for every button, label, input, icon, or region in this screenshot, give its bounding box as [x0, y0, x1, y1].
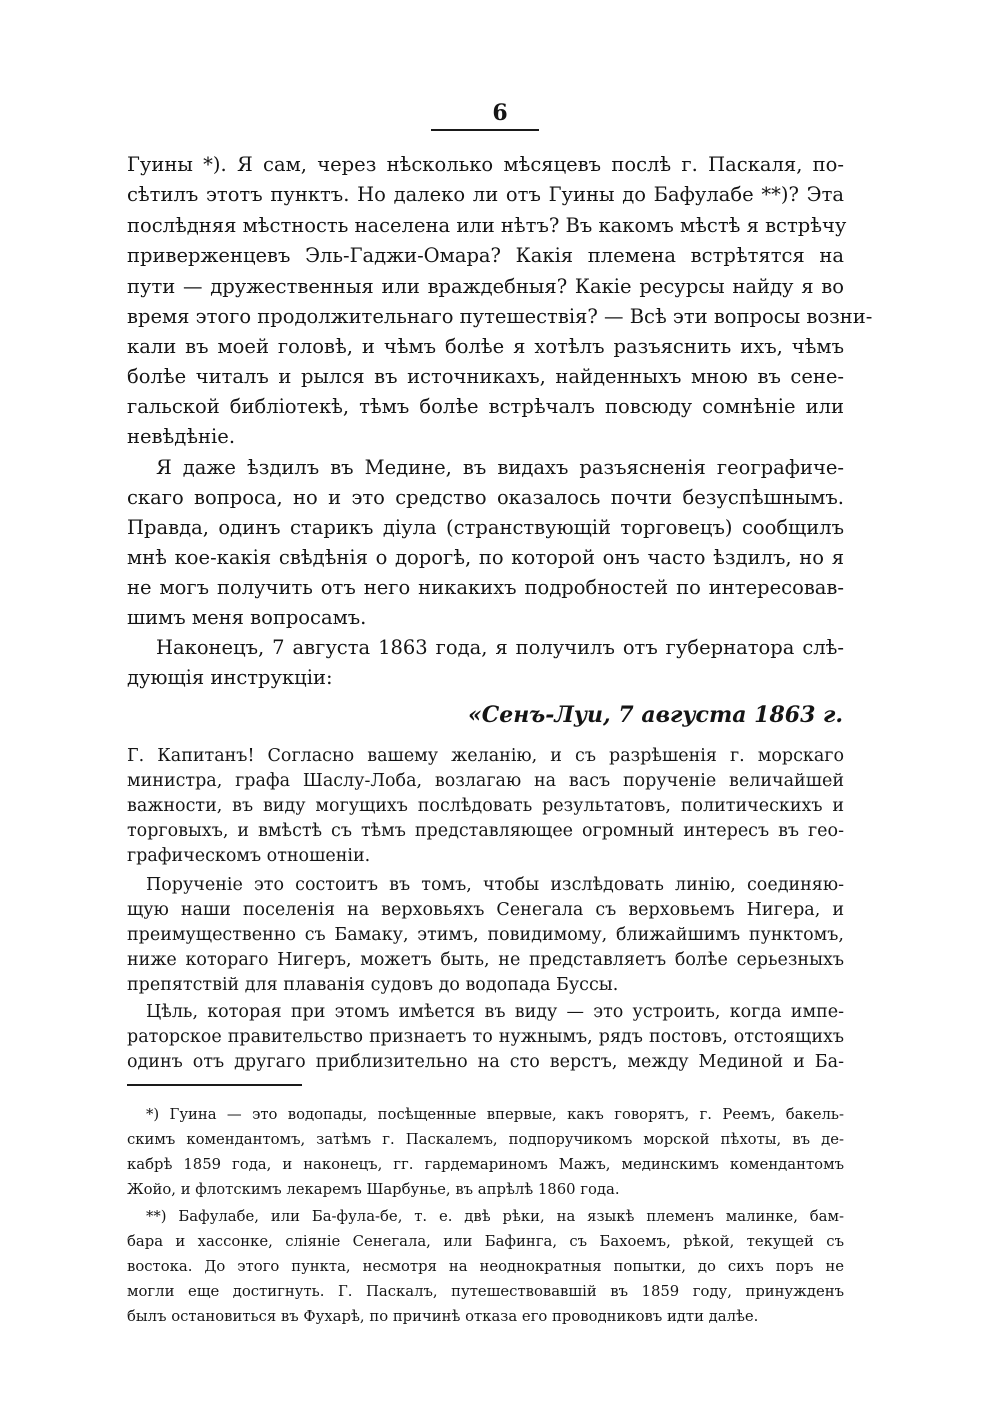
- letter-line: Г. Капитанъ! Согласно вашему желанію, и съ разрѣшенія г. морскаго: [127, 746, 844, 766]
- body-line: болѣе читалъ и рылся въ источникахъ, найденныхъ мною въ сене-: [127, 365, 844, 388]
- body-line: сѣтилъ этотъ пунктъ. Но далеко ли отъ Гуины до Бафулабе **)? Эта: [127, 183, 844, 206]
- body-line: мнѣ кое-какія свѣдѣнія о дорогѣ, по которой онъ часто ѣздилъ, но я: [127, 546, 844, 569]
- page-number: 6: [492, 100, 508, 126]
- footnote-line: востока. До этого пункта, несмотря на неоднократныя попытки, до сихъ поръ не: [127, 1258, 844, 1275]
- body-line: время этого продолжительнаго путешествія? — Всѣ эти вопросы возни-: [127, 305, 873, 328]
- body-line: приверженцевъ Эль-Гаджи-Омара? Какія племена встрѣтятся на: [127, 244, 844, 267]
- footnote-line: бара и хассонке, сліяніе Сенегала, или Бафинга, съ Бахоемъ, рѣкой, текущей съ: [127, 1233, 844, 1250]
- footnote-line: былъ остановиться въ Фухарѣ, по причинѣ отказа его проводниковъ идти далѣе.: [127, 1308, 759, 1325]
- letter-line: преимущественно съ Бамаку, этимъ, повидимому, ближайшимъ пунктомъ,: [127, 925, 844, 945]
- letter-line: ниже котораго Нигеръ, можетъ быть, не представляетъ болѣе серьезныхъ: [127, 950, 844, 970]
- footnote-line: *) Гуина — это водопады, посѣщенные впервые, какъ говорятъ, г. Реемъ, бакель-: [146, 1106, 844, 1123]
- body-line: не могъ получить отъ него никакихъ подробностей по интересовав-: [127, 576, 844, 599]
- header-rule: [431, 129, 539, 131]
- letter-line: Цѣль, которая при этомъ имѣется въ виду — это устроить, когда импе-: [146, 1002, 844, 1022]
- letter-line: раторское правительство признаетъ то нужнымъ, рядъ постовъ, отстоящихъ: [127, 1027, 844, 1047]
- footnote-line: скимъ комендантомъ, затѣмъ г. Паскалемъ, подпоручикомъ морской пѣхоты, въ де-: [127, 1131, 844, 1148]
- letter-line: одинъ отъ другаго приблизительно на сто верстъ, между Мединой и Ба-: [127, 1052, 844, 1072]
- body-line: пути — дружественныя или враждебныя? Какіе ресурсы найду я во: [127, 275, 844, 298]
- body-line: кали въ моей головѣ, и чѣмъ болѣе я хотѣлъ разъяснить ихъ, чѣмъ: [127, 335, 844, 358]
- body-line: Наконецъ, 7 августа 1863 года, я получилъ отъ губернатора слѣ-: [156, 636, 844, 659]
- letter-dateline: «Сенъ-Луи, 7 августа 1863 г.: [468, 702, 844, 728]
- footnote-line: кабрѣ 1859 года, и наконецъ, гг. гардемариномъ Мажъ, мединскимъ комендантомъ: [127, 1156, 844, 1173]
- body-line: Я даже ѣздилъ въ Медине, въ видахъ разъясненія географиче-: [156, 456, 844, 479]
- body-line: скаго вопроса, но и это средство оказалось почти безуспѣшнымъ.: [127, 486, 844, 509]
- body-line: дующія инструкціи:: [127, 666, 333, 689]
- letter-line: важности, въ виду могущихъ послѣдовать результатовъ, политическихъ и: [127, 796, 844, 816]
- footnote-line: Жойо, и флотскимъ лекаремъ Шарбунье, въ апрѣлѣ 1860 года.: [127, 1181, 620, 1198]
- letter-line: графическомъ отношеніи.: [127, 846, 371, 866]
- body-line: Гуины *). Я сам, через нѣсколько мѣсяцевъ послѣ г. Паскаля, по-: [127, 153, 844, 176]
- body-line: шимъ меня вопросамъ.: [127, 606, 367, 629]
- letter-line: щую наши поселенія на верховьяхъ Сенегала съ верховьемъ Нигера, и: [127, 900, 844, 920]
- body-line: послѣдняя мѣстность населена или нѣтъ? Въ какомъ мѣстѣ я встрѣчу: [127, 214, 847, 237]
- footnote-line: **) Бафулабе, или Ба-фула-бе, т. е. двѣ рѣки, на языкѣ племенъ малинке, бам-: [146, 1208, 844, 1225]
- letter-line: торговыхъ, и вмѣстѣ съ тѣмъ представляющее огромный интересъ въ гео-: [127, 821, 844, 841]
- letter-line: препятствій для плаванія судовъ до водопада Буссы.: [127, 975, 619, 995]
- body-line: невѣдѣніе.: [127, 425, 236, 448]
- footnote-line: могли еще достигнуть. Г. Паскалъ, путешествовавшій въ 1859 году, принужденъ: [127, 1283, 844, 1300]
- body-line: Правда, одинъ старикъ діула (странствующій торговецъ) сообщилъ: [127, 516, 844, 539]
- body-line: гальской библіотекѣ, тѣмъ болѣе встрѣчалъ повсюду сомнѣніе или: [127, 395, 844, 418]
- letter-line: министра, графа Шаслу-Лоба, возлагаю на васъ порученіе величайшей: [127, 771, 844, 791]
- letter-line: Порученіе это состоитъ въ томъ, чтобы изслѣдовать линію, соединяю-: [146, 875, 844, 895]
- footnote-rule: [127, 1084, 302, 1086]
